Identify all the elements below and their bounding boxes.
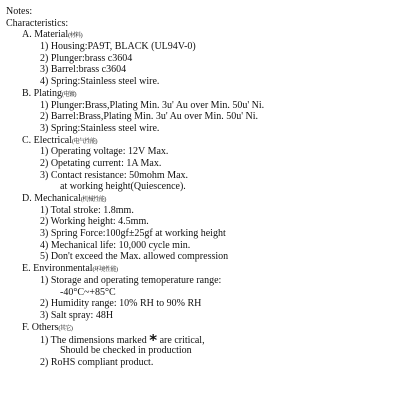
environmental-item-3: 3) Salt spray: 48H [40,309,114,321]
section-material-heading [6,29,406,41]
section-environmental-heading [6,263,406,275]
plating-item-2: 2) Barrel:Brass,Plating Min. 3u' Au over Min. 50u' Ni. [40,111,259,123]
electrical-item-1: 1) Operating voltage: 12V Max. [40,146,169,158]
electrical-item-3-continuation: at working height(Quiescence). [60,181,186,193]
section-electrical-cn: (电气性能) [71,138,97,145]
environmental-item-2: 2) Humidity range: 10% RH to 90% RH [40,298,202,310]
notes-document [6,6,406,368]
section-material-cn: (材料) [68,33,83,40]
section-environmental-label: E. Environmental [22,263,93,275]
environmental-temp-range: -40°C~+85°C [60,286,116,298]
material-item-2: 2) Plunger:brass c3604 [40,52,133,64]
plating-item-1: 1) Plunger:Brass,Plating Min. 3u' Au over Min. 50u' Ni. [40,99,265,111]
mechanical-item-3: 3) Spring Force:100gf±25gf at working height [40,228,226,240]
others-item-1-continuation: Should be checked in production [60,344,192,356]
material-item-1: 1) Housing:PA9T, BLACK (UL94V-0) [40,41,196,53]
section-material-label: A. Material [22,29,69,41]
electrical-item-3: 3) Contact resistance: 50mohm Max. [40,169,189,181]
plating-item-3: 3) Spring:Stainless steel wire. [40,122,160,134]
section-mechanical-label: D. Mechanical [22,193,81,204]
material-item-3: 3) Barrel:brass c3604 [40,64,127,76]
section-mechanical-cn: (机械性能) [80,197,106,203]
others-item-2: 2) RoHS compliant product. [40,356,154,368]
others-item-1-after: are critical, [157,335,205,347]
critical-asterisk-icon: * [149,331,158,350]
section-others-cn: (其它) [58,325,73,332]
section-mechanical-heading [6,193,406,205]
section-electrical-label: C. Electrical [22,134,72,146]
mechanical-item-4: 4) Mechanical life: 10,000 cycle min. [40,239,191,251]
section-others-label: F. Others [22,321,59,333]
others-item-1-before: 1) The dimensions marked [40,335,150,347]
material-item-4: 4) Spring:Stainless steel wire. [40,76,160,88]
section-others-heading [6,322,406,334]
section-electrical-heading [6,135,406,147]
mechanical-item-1: 1) Total stroke: 1.8mm. [40,204,134,216]
characteristics-heading: Characteristics: [6,17,69,29]
electrical-item-2: 2) Opetating current: 1A Max. [40,157,162,169]
mechanical-item-5: 5) Don't exceed the Max. allowed compression [40,251,229,263]
section-plating-heading [6,88,406,100]
section-plating-cn: (电镀) [62,91,77,98]
section-environmental-cn: (环境性能) [92,267,118,274]
mechanical-item-2: 2) Working height: 4.5mm. [40,216,149,228]
section-plating-label: B. Plating [22,87,63,99]
environmental-item-1: 1) Storage and operating temoperature range: [40,274,222,286]
notes-heading: Notes: [6,6,33,17]
